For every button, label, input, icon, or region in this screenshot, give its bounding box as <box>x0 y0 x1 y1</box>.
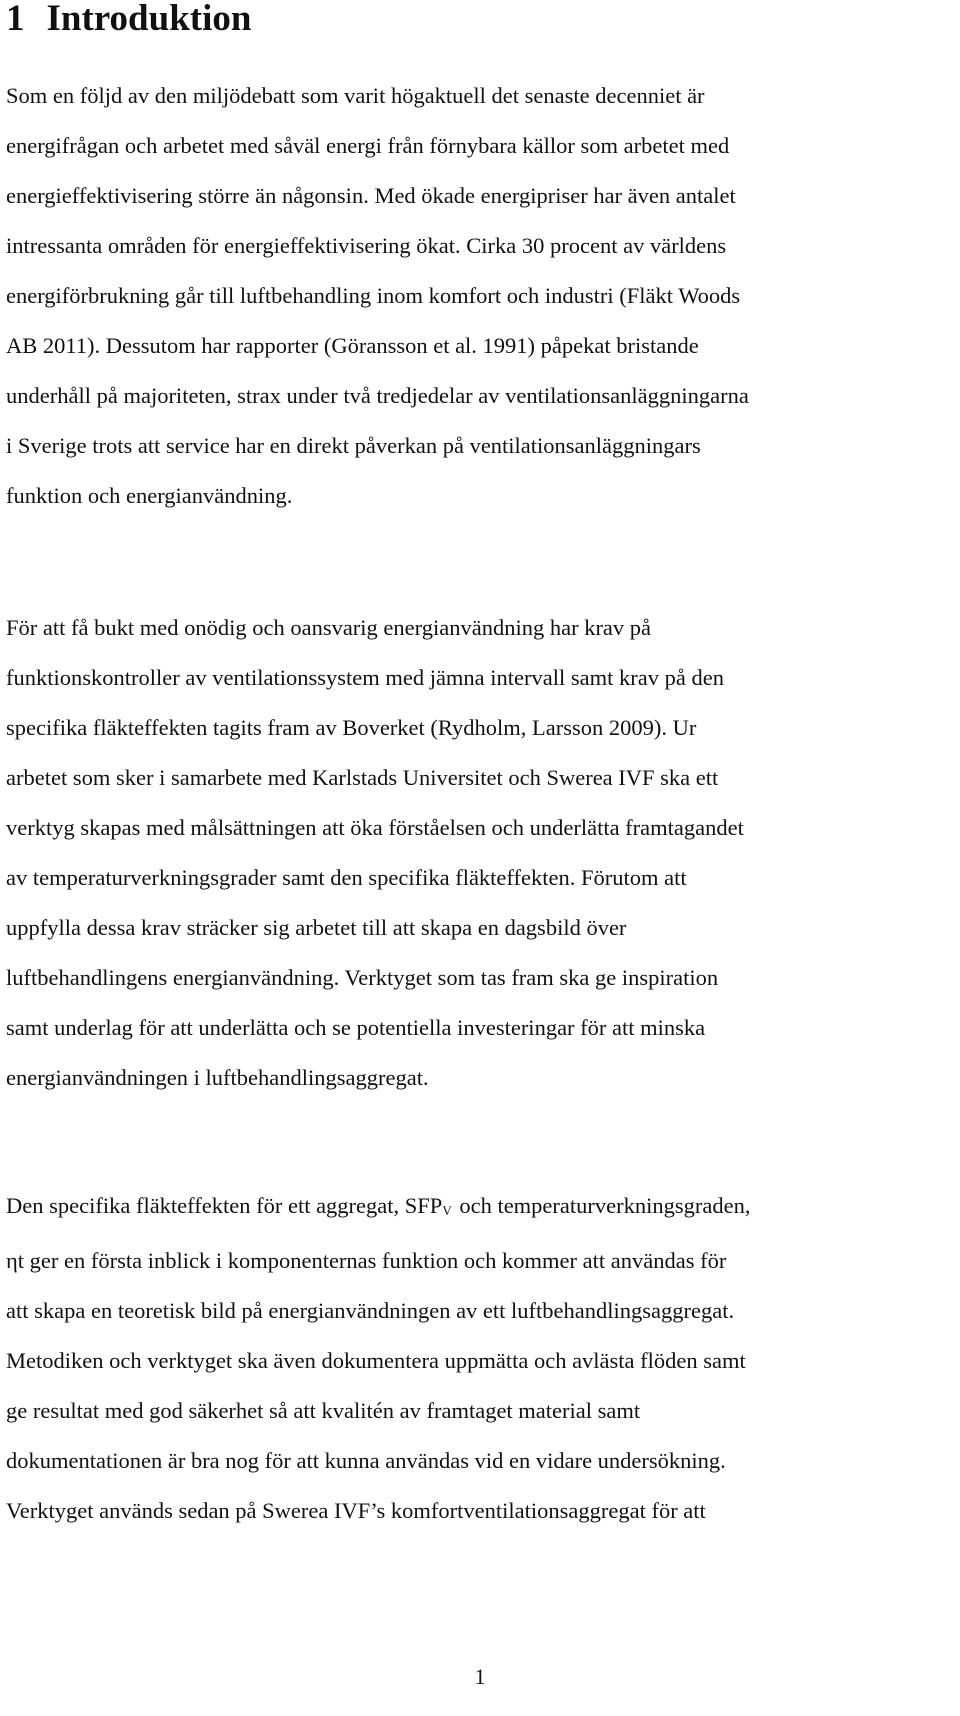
text-line: energieffektivisering större än någonsin. Med ökade energipriser har även antalet <box>6 183 736 208</box>
text-segment: och temperaturverkningsgraden, <box>453 1193 751 1218</box>
text-line: Verktyget används sedan på Swerea IVF’s komfortventilationsaggregat för att <box>6 1498 706 1523</box>
paragraph-3 <box>6 1181 954 1536</box>
text-line: verktyg skapas med målsättningen att öka förståelsen och underlätta framtagandet <box>6 815 744 840</box>
text-line: luftbehandlingens energianvändning. Verktyget som tas fram ska ge inspiration <box>6 965 719 990</box>
page-number: 1 <box>474 1664 486 1689</box>
text-line: ηt ger en första inblick i komponenternas funktion och kommer att användas för <box>6 1248 727 1273</box>
section-heading <box>6 0 251 38</box>
text-line: För att få bukt med onödig och oansvarig energianvändning har krav på <box>6 615 652 640</box>
text-line: AB 2011). Dessutom har rapporter (Göransson et al. 1991) påpekat bristande <box>6 333 699 358</box>
text-line <box>6 1181 954 1236</box>
text-line: energiförbrukning går till luftbehandling inom komfort och industri (Fläkt Woods <box>6 283 741 308</box>
text-segment: Den specifika fläkteffekten för ett aggregat, SFP <box>6 1193 443 1218</box>
text-line: Som en följd av den miljödebatt som varit högaktuell det senaste decenniet är <box>6 83 705 108</box>
text-line: i Sverige trots att service har en direkt påverkan på ventilationsanläggningars <box>6 433 701 458</box>
text-line: Metodiken och verktyget ska även dokumentera uppmätta och avlästa flöden samt <box>6 1348 746 1373</box>
text-line: specifika fläkteffekten tagits fram av Boverket (Rydholm, Larsson 2009). Ur <box>6 715 697 740</box>
text-line: av temperaturverkningsgrader samt den specifika fläkteffekten. Förutom att <box>6 865 687 890</box>
text-line: samt underlag för att underlätta och se potentiella investeringar för att minska <box>6 1015 706 1040</box>
section-title: Introduktion <box>46 0 252 39</box>
section-number: 1 <box>6 0 25 39</box>
text-line: dokumentationen är bra nog för att kunna användas vid en vidare undersökning. <box>6 1448 726 1473</box>
text-line: uppfylla dessa krav sträcker sig arbetet till att skapa en dagsbild över <box>6 915 627 940</box>
paragraph-1 <box>6 71 954 521</box>
text-line: funktionskontroller av ventilationssystem med jämna intervall samt krav på den <box>6 665 724 690</box>
text-line: arbetet som sker i samarbete med Karlstads Universitet och Swerea IVF ska ett <box>6 765 719 790</box>
paragraph-2 <box>6 603 954 1103</box>
text-line: att skapa en teoretisk bild på energianvändningen av ett luftbehandlingsaggregat. <box>6 1298 735 1323</box>
text-line: energifrågan och arbetet med såväl energi från förnybara källor som arbetet med <box>6 133 730 158</box>
text-line: underhåll på majoriteten, strax under två tredjedelar av ventilationsanläggningarna <box>6 383 749 408</box>
text-line: ge resultat med god säkerhet så att kvalitén av framtaget material samt <box>6 1398 641 1423</box>
text-line: funktion och energianvändning. <box>6 483 293 508</box>
subscript-v: V <box>442 1203 452 1218</box>
text-line: energianvändningen i luftbehandlingsaggregat. <box>6 1065 429 1090</box>
text-line: intressanta områden för energieffektivisering ökat. Cirka 30 procent av världens <box>6 233 727 258</box>
